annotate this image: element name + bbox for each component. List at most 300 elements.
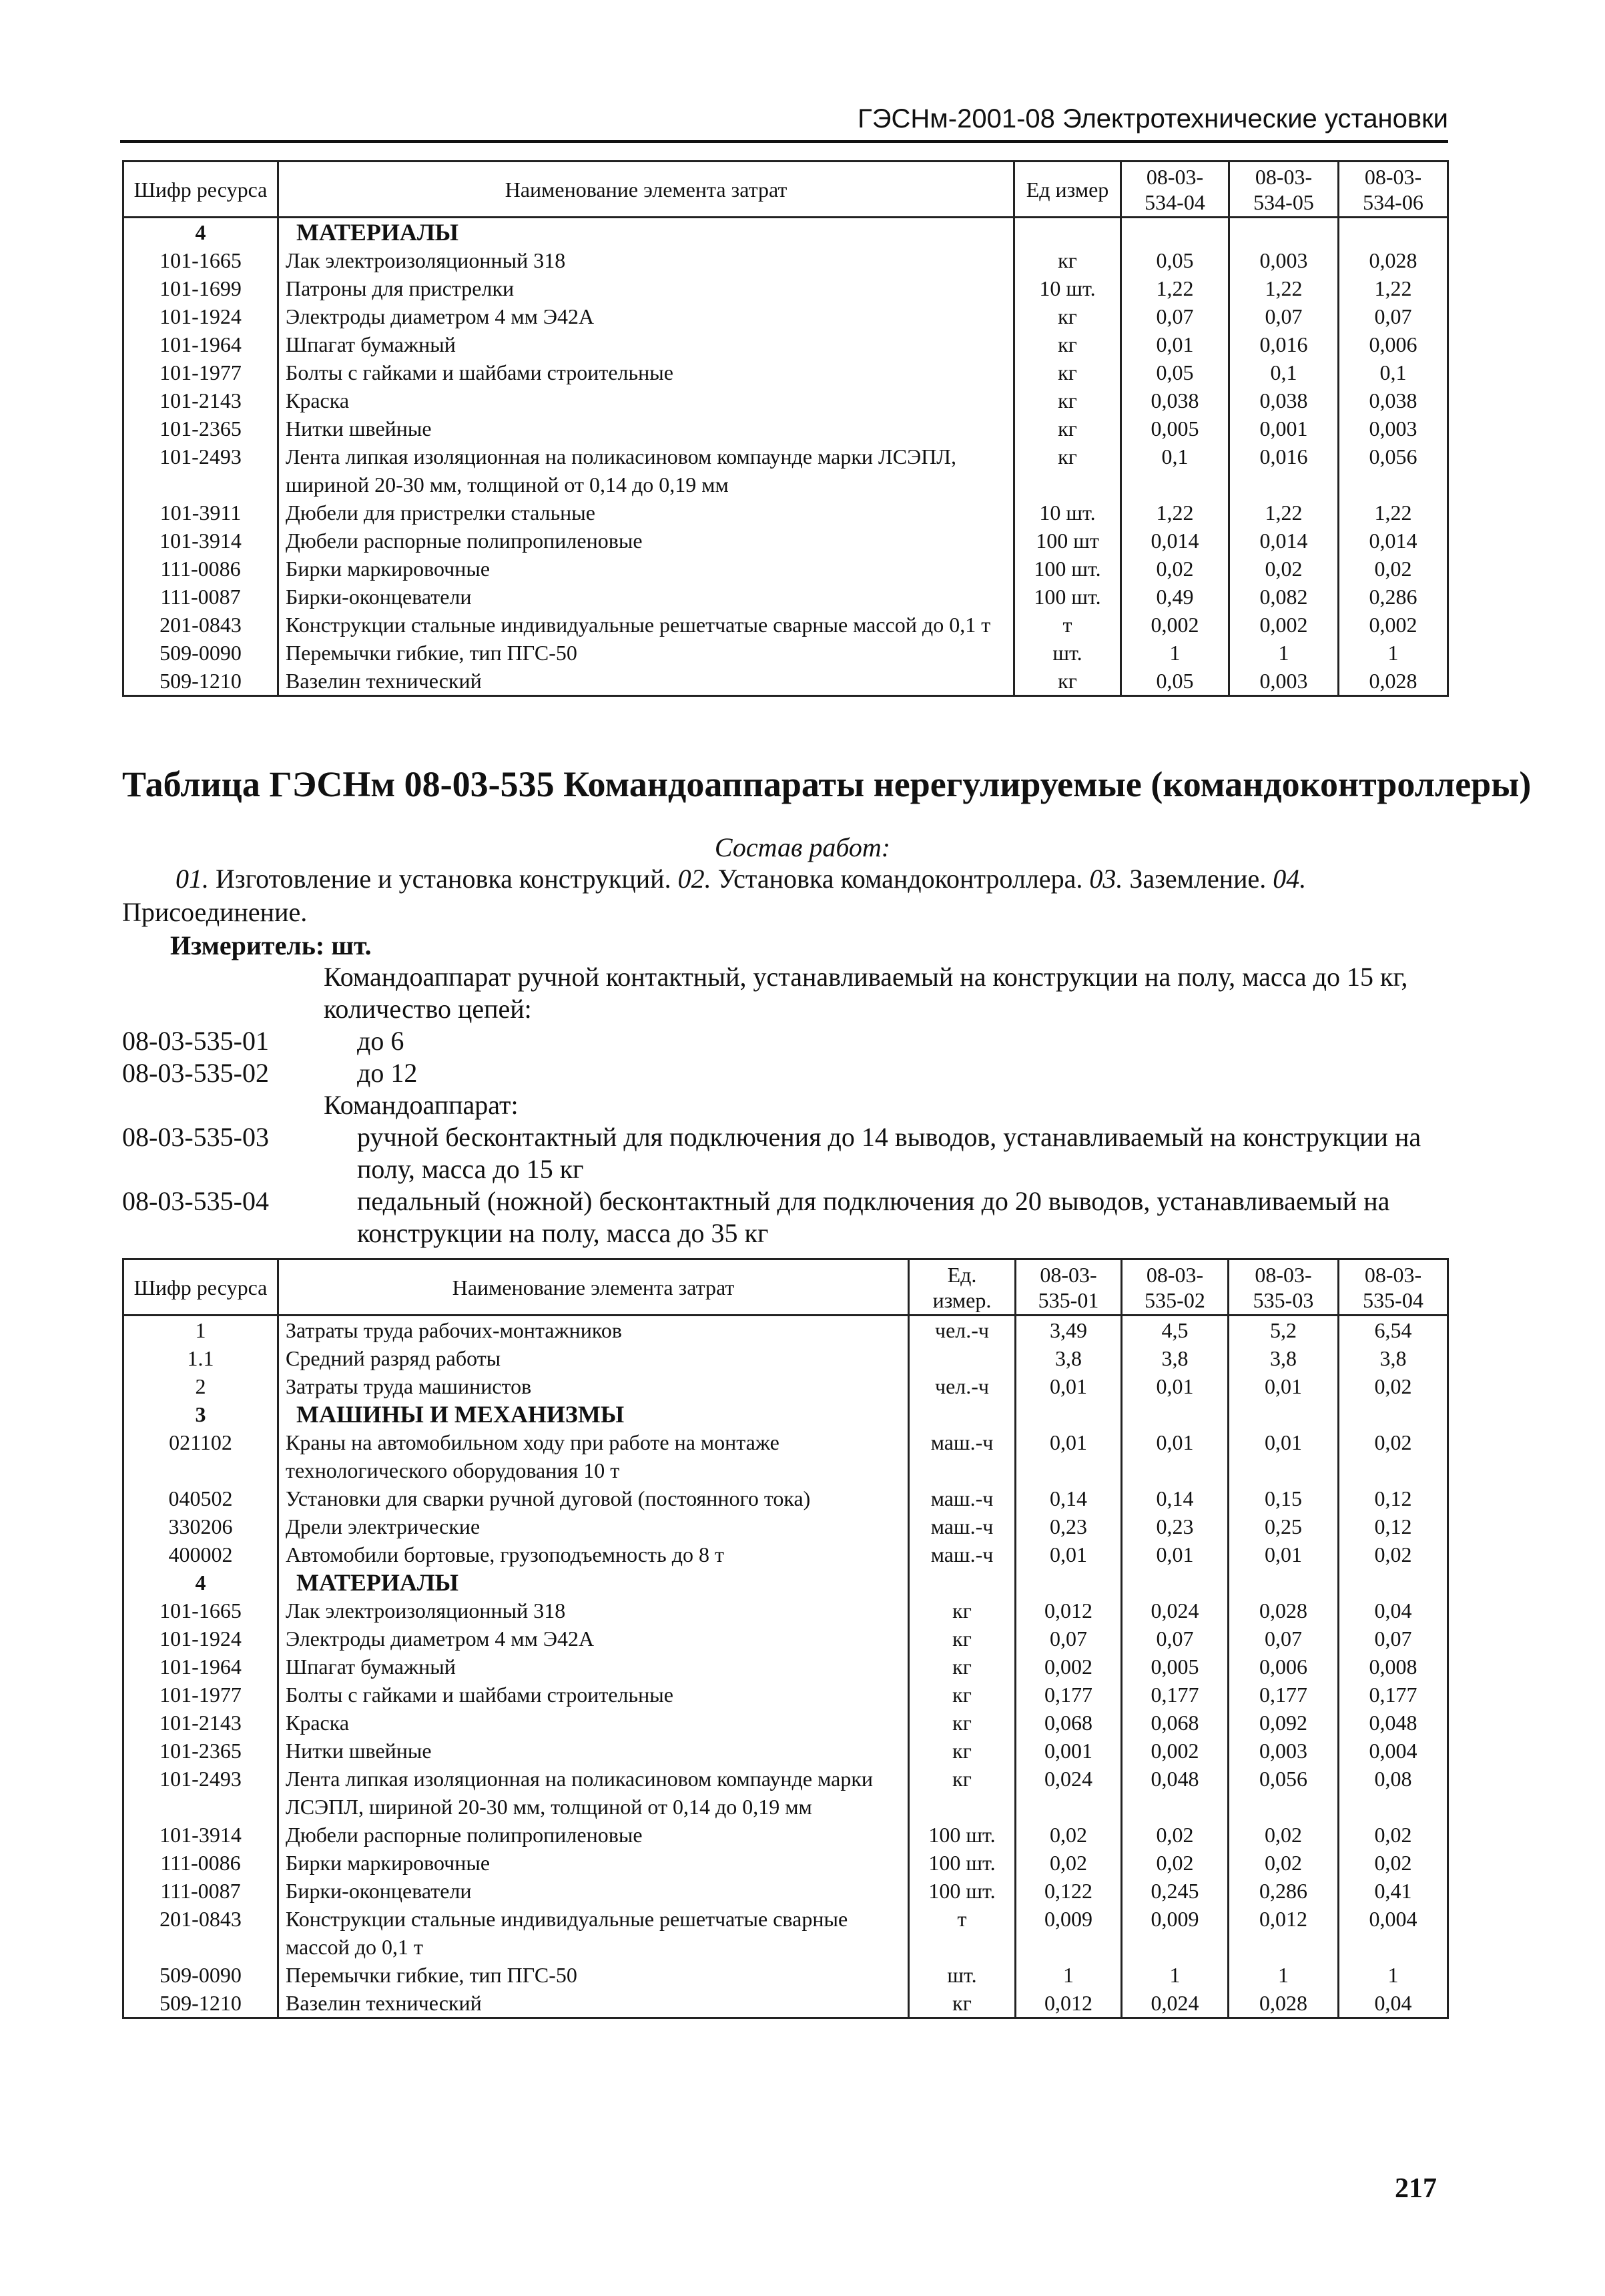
norm-value: 0,177	[1339, 1681, 1448, 1709]
table-row	[123, 1512, 1448, 1540]
resource-code: 330206	[123, 1512, 278, 1540]
table-row	[123, 1625, 1448, 1653]
resource-name: Электроды диаметром 4 мм Э42А	[278, 1625, 909, 1653]
resource-unit: кг	[1014, 443, 1121, 499]
resource-code: 101-1665	[123, 1597, 278, 1625]
col-header-norm: 08-03-534-05	[1229, 162, 1339, 218]
norm-value: 0,01	[1229, 1428, 1339, 1484]
table-row	[123, 667, 1448, 696]
norm-value: 0,02	[1229, 1849, 1339, 1877]
norm-value: 0,1	[1339, 358, 1448, 386]
resource-unit	[909, 1568, 1016, 1597]
norm-value: 0,028	[1229, 1597, 1339, 1625]
norm-value: 0,01	[1122, 1540, 1229, 1568]
resource-unit: кг	[1014, 358, 1121, 386]
table-row	[123, 499, 1448, 527]
resource-name: Перемычки гибкие, тип ПГС-50	[278, 639, 1014, 667]
norm-value: 0,245	[1122, 1877, 1229, 1905]
resource-name: Шпагат бумажный	[278, 1653, 909, 1681]
works-list	[122, 862, 1447, 929]
norm-value	[1016, 1568, 1122, 1597]
resource-code: 4	[123, 1568, 278, 1597]
norm-value: 1	[1339, 639, 1448, 667]
resource-unit: т	[1014, 611, 1121, 639]
table-row	[123, 358, 1448, 386]
norm-value: 0,07	[1121, 302, 1229, 330]
resource-code: 021102	[123, 1428, 278, 1484]
resource-code: 101-2365	[123, 414, 278, 443]
resource-code: 101-1665	[123, 246, 278, 274]
work-number: 03.	[1089, 864, 1123, 894]
norm-code: 08-03-535-01	[122, 1026, 269, 1056]
norm-value: 0,04	[1339, 1597, 1448, 1625]
norm-value: 0,02	[1122, 1821, 1229, 1849]
norm-value: 3,8	[1016, 1344, 1122, 1372]
resource-unit: 10 шт.	[1014, 499, 1121, 527]
norm-value: 1,22	[1339, 499, 1448, 527]
resource-unit: кг	[1014, 302, 1121, 330]
resource-code: 111-0086	[123, 1849, 278, 1877]
norm-value: 0,016	[1229, 330, 1339, 358]
table-row	[123, 1344, 1448, 1372]
resource-code: 101-3911	[123, 499, 278, 527]
resource-unit	[909, 1400, 1016, 1428]
work-number: 01.	[176, 864, 209, 894]
resource-unit: кг	[1014, 386, 1121, 414]
resource-name: Болты с гайками и шайбами строительные	[278, 358, 1014, 386]
norm-value: 1,22	[1229, 499, 1339, 527]
norm-value: 0,024	[1122, 1989, 1229, 2018]
norm-value: 0,012	[1016, 1989, 1122, 2018]
resource-name: Электроды диаметром 4 мм Э42А	[278, 302, 1014, 330]
norm-value: 0,05	[1121, 246, 1229, 274]
resource-name: Бирки-оконцеватели	[278, 583, 1014, 611]
norm-value: 0,009	[1122, 1905, 1229, 1961]
work-number: 02.	[677, 864, 711, 894]
resource-name: Болты с гайками и шайбами строительные	[278, 1681, 909, 1709]
norm-value: 0,122	[1016, 1877, 1122, 1905]
norm-value: 0,02	[1229, 555, 1339, 583]
group-description: Командоаппарат ручной контактный, устанавливаемый на конструкции на полу, масса до 15 кг, количество цепей:	[324, 962, 1408, 1024]
norm-value: 5,2	[1229, 1316, 1339, 1345]
norm-value: 0,002	[1229, 611, 1339, 639]
table-row	[123, 1849, 1448, 1877]
resource-name: МАТЕРИАЛЫ	[278, 218, 1014, 247]
col-header-unit: Ед. измер.	[909, 1259, 1016, 1316]
resource-table-535	[122, 1258, 1449, 2019]
norm-value: 1	[1122, 1961, 1229, 1989]
resource-name: Вазелин технический	[278, 667, 1014, 696]
norm-value: 0,003	[1229, 667, 1339, 696]
norm-value	[1016, 1400, 1122, 1428]
norm-value: 0,05	[1121, 667, 1229, 696]
resource-name: Средний разряд работы	[278, 1344, 909, 1372]
norm-value: 0,092	[1229, 1709, 1339, 1737]
resource-code: 201-0843	[123, 611, 278, 639]
norm-value: 0,01	[1016, 1372, 1122, 1400]
norm-value: 0,024	[1016, 1765, 1122, 1821]
table-row	[123, 1737, 1448, 1765]
header-rule	[120, 140, 1448, 143]
norm-value: 1,22	[1121, 499, 1229, 527]
work-number: 04.	[1273, 864, 1307, 894]
resource-unit: кг	[909, 1681, 1016, 1709]
resource-name: Дюбели распорные полипропиленовые	[278, 527, 1014, 555]
resource-name: МАТЕРИАЛЫ	[278, 1568, 909, 1597]
norm-value: 0,02	[1339, 1428, 1448, 1484]
norm-value: 0,01	[1016, 1540, 1122, 1568]
resource-code: 040502	[123, 1484, 278, 1512]
norm-value: 0,006	[1229, 1653, 1339, 1681]
resource-name: Лента липкая изоляционная на поликасиновом компаунде марки ЛСЭПЛ, шириной 20-30 мм, толщиной от 0,14 до 0,19 мм	[278, 443, 1014, 499]
table-row	[123, 1821, 1448, 1849]
resource-name: Вазелин технический	[278, 1989, 909, 2018]
norm-value: 0,004	[1339, 1737, 1448, 1765]
norm-value: 0,068	[1122, 1709, 1229, 1737]
running-head: ГЭСНм-2001-08 Электротехнические установки	[858, 104, 1448, 133]
resource-code: 101-1964	[123, 1653, 278, 1681]
resource-unit	[1014, 218, 1121, 247]
norm-value	[1339, 1400, 1448, 1428]
norm-value: 0,23	[1122, 1512, 1229, 1540]
resource-code: 101-2143	[123, 386, 278, 414]
table-row	[123, 330, 1448, 358]
norm-value: 0,49	[1121, 583, 1229, 611]
norm-value: 0,177	[1016, 1681, 1122, 1709]
resource-unit: 10 шт.	[1014, 274, 1121, 302]
norm-value: 0,056	[1229, 1765, 1339, 1821]
table-row	[123, 414, 1448, 443]
norm-value: 0,024	[1122, 1597, 1229, 1625]
norm-value: 0,004	[1339, 1905, 1448, 1961]
norm-value: 0,082	[1229, 583, 1339, 611]
resource-name: Патроны для пристрелки	[278, 274, 1014, 302]
resource-unit: кг	[1014, 246, 1121, 274]
resource-name: Краны на автомобильном ходу при работе на монтаже технологического оборудования 10 т	[278, 1428, 909, 1484]
norm-value: 0,014	[1121, 527, 1229, 555]
norm-value: 0,02	[1016, 1849, 1122, 1877]
section-title: Таблица ГЭСНм 08-03-535 Командоаппараты нерегулируемые (командоконтроллеры)	[122, 764, 1532, 804]
resource-name: Краска	[278, 1709, 909, 1737]
resource-table-534	[122, 160, 1449, 697]
norm-value: 0,15	[1229, 1484, 1339, 1512]
norm-value: 0,12	[1339, 1484, 1448, 1512]
resource-unit: кг	[909, 1765, 1016, 1821]
table-row	[123, 386, 1448, 414]
col-header-norm: 08-03-535-03	[1229, 1259, 1339, 1316]
col-header-norm: 08-03-535-01	[1016, 1259, 1122, 1316]
norm-value	[1339, 218, 1448, 247]
norm-code: 08-03-535-04	[122, 1186, 269, 1216]
norm-value: 0,008	[1339, 1653, 1448, 1681]
norm-value: 0,002	[1339, 611, 1448, 639]
table-row	[123, 1653, 1448, 1681]
resource-unit: шт.	[909, 1961, 1016, 1989]
norm-value: 0,02	[1339, 1821, 1448, 1849]
resource-code: 111-0087	[123, 1877, 278, 1905]
norm-value: 0,012	[1016, 1597, 1122, 1625]
norm-value: 0,01	[1121, 330, 1229, 358]
norm-value: 0,01	[1122, 1428, 1229, 1484]
col-header-code: Шифр ресурса	[123, 1259, 278, 1316]
resource-unit: чел.-ч	[909, 1316, 1016, 1345]
table-row	[123, 1540, 1448, 1568]
col-header-code: Шифр ресурса	[123, 162, 278, 218]
norm-value: 0,005	[1121, 414, 1229, 443]
norm-value: 0,038	[1121, 386, 1229, 414]
resource-name: Автомобили бортовые, грузоподъемность до 8 т	[278, 1540, 909, 1568]
norm-value: 0,286	[1339, 583, 1448, 611]
norm-value: 3,8	[1229, 1344, 1339, 1372]
norm-value: 0,07	[1339, 1625, 1448, 1653]
norm-value: 0,01	[1229, 1540, 1339, 1568]
resource-code: 101-1924	[123, 1625, 278, 1653]
resource-unit: 100 шт.	[909, 1877, 1016, 1905]
norm-value: 0,002	[1121, 611, 1229, 639]
resource-name: Затраты труда машинистов	[278, 1372, 909, 1400]
norm-value: 0,028	[1339, 246, 1448, 274]
table-body	[123, 218, 1448, 696]
norm-value: 0,005	[1122, 1653, 1229, 1681]
resource-code: 509-0090	[123, 1961, 278, 1989]
norm-value: 0,1	[1121, 443, 1229, 499]
norm-value: 1	[1339, 1961, 1448, 1989]
norm-value: 0,02	[1339, 1849, 1448, 1877]
resource-name: Перемычки гибкие, тип ПГС-50	[278, 1961, 909, 1989]
norm-value: 0,01	[1229, 1372, 1339, 1400]
norm-value: 0,056	[1339, 443, 1448, 499]
norm-text: до 6	[357, 1026, 404, 1056]
norm-value: 0,02	[1121, 555, 1229, 583]
norm-value: 0,068	[1016, 1709, 1122, 1737]
norm-value: 0,028	[1229, 1989, 1339, 2018]
page-number: 217	[1395, 2173, 1437, 2204]
norm-value: 0,003	[1229, 1737, 1339, 1765]
group-description: Командоаппарат:	[324, 1090, 519, 1120]
norm-value	[1229, 218, 1339, 247]
norm-value: 0,14	[1016, 1484, 1122, 1512]
norm-value: 0,177	[1229, 1681, 1339, 1709]
resource-unit: кг	[909, 1597, 1016, 1625]
resource-name: Затраты труда рабочих-монтажников	[278, 1316, 909, 1345]
resource-code: 201-0843	[123, 1905, 278, 1961]
norm-value: 0,1	[1229, 358, 1339, 386]
resource-name: Лак электроизоляционный 318	[278, 246, 1014, 274]
resource-unit: кг	[909, 1737, 1016, 1765]
resource-unit: маш.-ч	[909, 1512, 1016, 1540]
resource-name: Дюбели распорные полипропиленовые	[278, 1821, 909, 1849]
resource-unit: 100 шт.	[909, 1821, 1016, 1849]
norm-code: 08-03-535-02	[122, 1058, 269, 1088]
norm-value: 0,001	[1016, 1737, 1122, 1765]
norm-value: 0,14	[1122, 1484, 1229, 1512]
norm-value	[1229, 1568, 1339, 1597]
norm-value: 0,177	[1122, 1681, 1229, 1709]
table-row	[123, 1709, 1448, 1737]
norm-value: 4,5	[1122, 1316, 1229, 1345]
norm-value: 0,01	[1016, 1428, 1122, 1484]
table-row	[123, 1597, 1448, 1625]
resource-code: 2	[123, 1372, 278, 1400]
norm-value: 1	[1229, 1961, 1339, 1989]
resource-name: Дрели электрические	[278, 1512, 909, 1540]
norm-value	[1121, 218, 1229, 247]
norm-text: ручной бесконтактный для подключения до 14 выводов, устанавливаемый на конструкции на полу, масса до 15 кг	[357, 1122, 1421, 1184]
norm-value	[1229, 1400, 1339, 1428]
table-row	[123, 639, 1448, 667]
norm-value: 1	[1121, 639, 1229, 667]
resource-code: 1	[123, 1316, 278, 1345]
resource-name: Краска	[278, 386, 1014, 414]
resource-unit: кг	[1014, 414, 1121, 443]
norm-value: 3,49	[1016, 1316, 1122, 1345]
table-row	[123, 583, 1448, 611]
norm-value: 0,02	[1229, 1821, 1339, 1849]
norm-value: 0,002	[1016, 1653, 1122, 1681]
work-text: Присоединение.	[122, 897, 308, 927]
norm-value: 0,07	[1229, 1625, 1339, 1653]
resource-code: 101-2493	[123, 443, 278, 499]
resource-unit: чел.-ч	[909, 1372, 1016, 1400]
norm-value: 3,8	[1122, 1344, 1229, 1372]
resource-code: 101-2493	[123, 1765, 278, 1821]
norm-value: 0,003	[1229, 246, 1339, 274]
table-row	[123, 527, 1448, 555]
norm-value: 0,07	[1016, 1625, 1122, 1653]
col-header-norm: 08-03-534-06	[1339, 162, 1448, 218]
table-row	[123, 1905, 1448, 1961]
resource-code: 111-0086	[123, 555, 278, 583]
resource-code: 101-1977	[123, 1681, 278, 1709]
norm-value: 0,05	[1121, 358, 1229, 386]
resource-code: 111-0087	[123, 583, 278, 611]
resource-code: 101-2143	[123, 1709, 278, 1737]
resource-unit: 100 шт.	[909, 1849, 1016, 1877]
section-row	[123, 1568, 1448, 1597]
table-row	[123, 1961, 1448, 1989]
norm-value: 6,54	[1339, 1316, 1448, 1345]
resource-code: 101-3914	[123, 1821, 278, 1849]
norm-value: 0,07	[1339, 302, 1448, 330]
resource-unit: кг	[909, 1989, 1016, 2018]
norm-value	[1122, 1568, 1229, 1597]
table-row	[123, 274, 1448, 302]
resource-code: 509-1210	[123, 667, 278, 696]
resource-name: Конструкции стальные индивидуальные решетчатые сварные массой до 0,1 т	[278, 611, 1014, 639]
resource-name: Бирки маркировочные	[278, 555, 1014, 583]
resource-name: Установки для сварки ручной дуговой (постоянного тока)	[278, 1484, 909, 1512]
table-row	[123, 1428, 1448, 1484]
resource-unit: маш.-ч	[909, 1484, 1016, 1512]
norm-value: 0,41	[1339, 1877, 1448, 1905]
norm-value: 0,04	[1339, 1989, 1448, 2018]
norm-value: 0,028	[1339, 667, 1448, 696]
col-header-norm: 08-03-535-02	[1122, 1259, 1229, 1316]
resource-name: Конструкции стальные индивидуальные решетчатые сварные массой до 0,1 т	[278, 1905, 909, 1961]
col-header-unit: Ед измер	[1014, 162, 1121, 218]
table-row	[123, 555, 1448, 583]
work-text: Установка командоконтроллера.	[717, 864, 1083, 894]
resource-code: 4	[123, 218, 278, 247]
resource-unit: т	[909, 1905, 1016, 1961]
norm-value	[1339, 1568, 1448, 1597]
norm-value: 0,08	[1339, 1765, 1448, 1821]
resource-unit: 100 шт	[1014, 527, 1121, 555]
resource-code: 509-0090	[123, 639, 278, 667]
norm-value: 0,02	[1339, 1372, 1448, 1400]
measure-label: Измеритель:	[170, 930, 325, 960]
resource-code: 101-1977	[123, 358, 278, 386]
table-header-row	[123, 1259, 1448, 1316]
norm-value: 0,012	[1229, 1905, 1339, 1961]
norm-text: педальный (ножной) бесконтактный для подключения до 20 выводов, устанавливаемый на конструкции на полу, масса до 35 кг	[357, 1186, 1390, 1248]
norm-value: 0,048	[1339, 1709, 1448, 1737]
table-row	[123, 246, 1448, 274]
resource-name: Лак электроизоляционный 318	[278, 1597, 909, 1625]
resource-unit: кг	[1014, 667, 1121, 696]
norm-value: 0,014	[1229, 527, 1339, 555]
resource-unit: маш.-ч	[909, 1540, 1016, 1568]
norm-value: 1	[1016, 1961, 1122, 1989]
works-heading: Состав работ:	[714, 832, 891, 862]
norm-value: 0,07	[1229, 302, 1339, 330]
resource-unit: кг	[909, 1653, 1016, 1681]
resource-unit: 100 шт.	[1014, 555, 1121, 583]
norm-value: 0,25	[1229, 1512, 1339, 1540]
norm-value: 0,02	[1122, 1849, 1229, 1877]
norm-value: 0,286	[1229, 1877, 1339, 1905]
resource-name: МАШИНЫ И МЕХАНИЗМЫ	[278, 1400, 909, 1428]
table-row	[123, 302, 1448, 330]
measure-line	[170, 929, 372, 962]
norm-value: 1,22	[1229, 274, 1339, 302]
section-row	[123, 1400, 1448, 1428]
work-text: Заземление.	[1129, 864, 1267, 894]
resource-unit: 100 шт.	[1014, 583, 1121, 611]
table-row	[123, 1484, 1448, 1512]
norm-value: 0,23	[1016, 1512, 1122, 1540]
resource-name: Лента липкая изоляционная на поликасиновом компаунде марки ЛСЭПЛ, шириной 20-30 мм, толщиной от 0,14 до 0,19 мм	[278, 1765, 909, 1821]
col-header-name: Наименование элемента затрат	[278, 1259, 909, 1316]
resource-code: 1.1	[123, 1344, 278, 1372]
norm-value	[1122, 1400, 1229, 1428]
table-row	[123, 611, 1448, 639]
resource-code: 101-3914	[123, 527, 278, 555]
measure-value: шт.	[331, 930, 372, 960]
norm-value: 0,02	[1339, 555, 1448, 583]
norm-value: 0,002	[1122, 1737, 1229, 1765]
norm-value: 0,016	[1229, 443, 1339, 499]
resource-unit: маш.-ч	[909, 1428, 1016, 1484]
resource-name: Шпагат бумажный	[278, 330, 1014, 358]
table-row	[123, 443, 1448, 499]
resource-unit: шт.	[1014, 639, 1121, 667]
norm-value: 0,038	[1339, 386, 1448, 414]
norm-value: 1,22	[1339, 274, 1448, 302]
table-row	[123, 1372, 1448, 1400]
norm-value: 0,07	[1122, 1625, 1229, 1653]
col-header-norm: 08-03-535-04	[1339, 1259, 1448, 1316]
norm-value: 0,01	[1122, 1372, 1229, 1400]
resource-code: 3	[123, 1400, 278, 1428]
resource-code: 101-1924	[123, 302, 278, 330]
resource-name: Дюбели для пристрелки стальные	[278, 499, 1014, 527]
table-row	[123, 1989, 1448, 2018]
norm-value: 0,12	[1339, 1512, 1448, 1540]
table-body	[123, 1316, 1448, 2018]
work-text: Изготовление и установка конструкций.	[216, 864, 671, 894]
norm-text: до 12	[357, 1058, 418, 1088]
